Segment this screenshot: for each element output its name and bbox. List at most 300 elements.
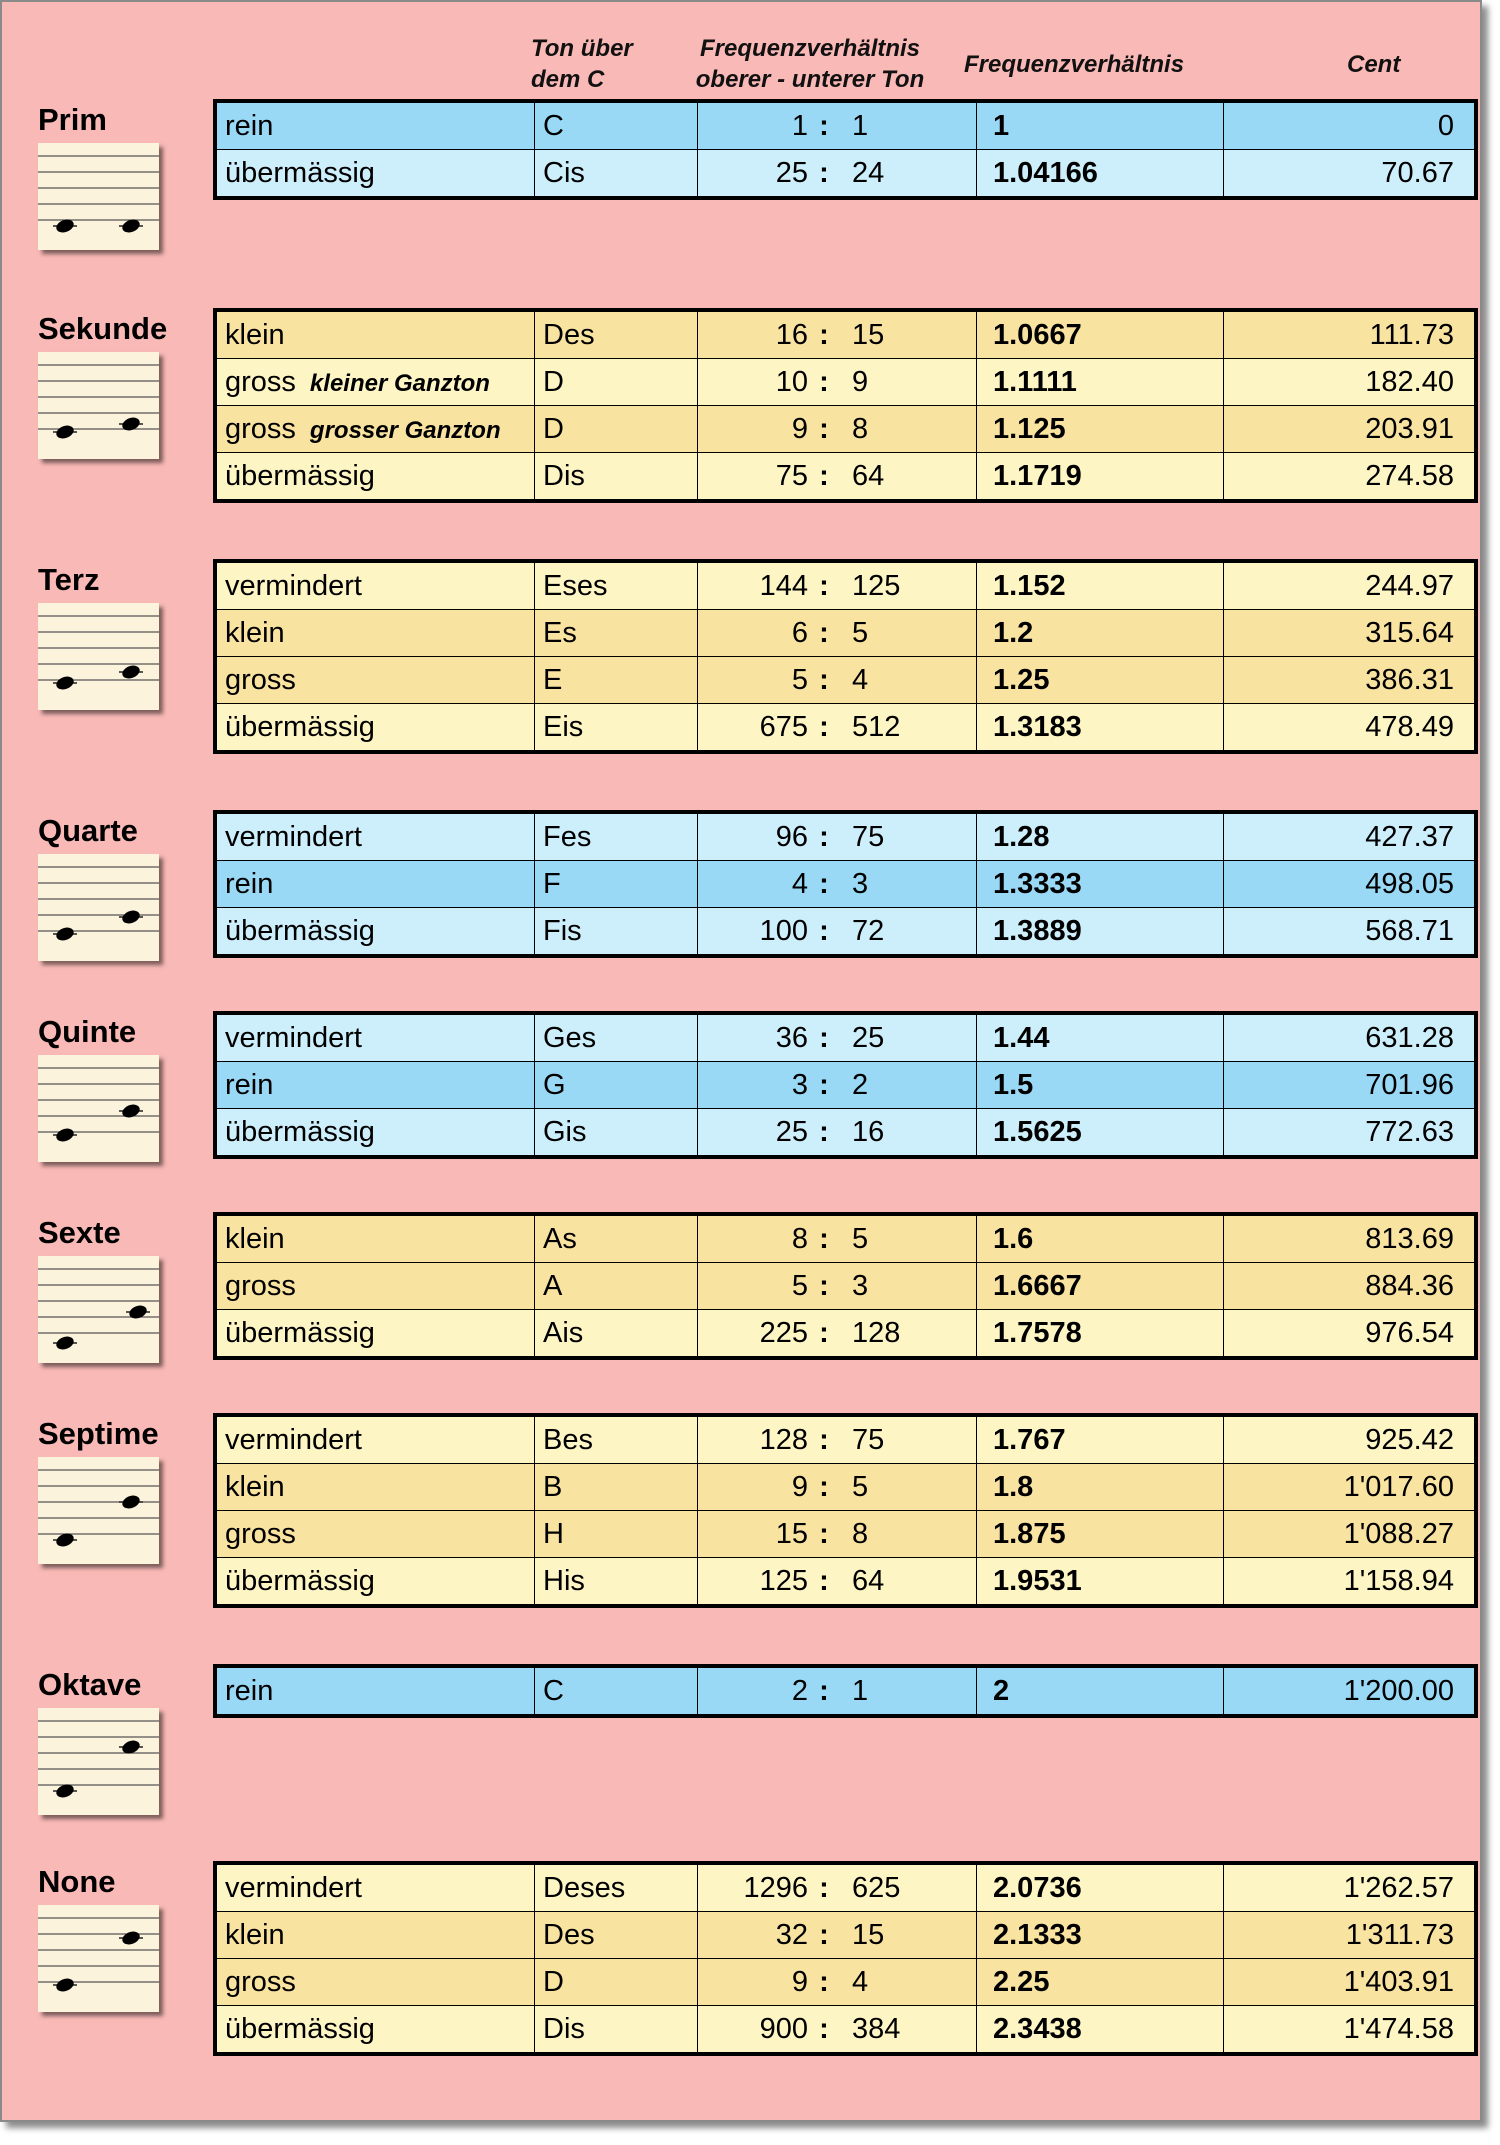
interval-quality: klein	[225, 616, 285, 649]
interval-quality-cell	[215, 359, 535, 406]
frequency-ratio-decimal: 1.6	[977, 1214, 1224, 1263]
interval-quality-cell	[215, 1013, 535, 1062]
ratio-upper: 15	[775, 1517, 808, 1550]
interval-table-oktave	[213, 1664, 1478, 1718]
ratio	[698, 2013, 976, 2046]
table-row	[215, 908, 1476, 957]
ratio-lower: 1	[852, 1674, 869, 1707]
ratio	[698, 1675, 976, 1708]
note-name: As	[535, 1214, 698, 1263]
lower-note-head	[54, 925, 75, 942]
interval-quality: klein	[225, 1918, 285, 1951]
staff-notation-icon	[38, 1055, 159, 1162]
interval-quality: gross	[225, 1965, 296, 1998]
staff-notation-icon	[38, 143, 159, 250]
ratio-lower: 24	[852, 156, 885, 189]
table-row	[215, 453, 1476, 502]
ratio-separator: :	[819, 365, 829, 398]
frequency-ratio-decimal: 1.6667	[977, 1263, 1224, 1310]
table-row	[215, 101, 1476, 150]
staff-notation-icon	[38, 1457, 159, 1564]
ratio-lower: 15	[852, 318, 885, 351]
header-ton: Ton über dem C	[531, 35, 633, 93]
frequency-ratio-decimal: 1.5	[977, 1062, 1224, 1109]
ratio-upper: 8	[791, 1222, 808, 1255]
group-title-quinte: Quinte	[38, 1014, 137, 1049]
ratio-upper: 1296	[743, 1871, 808, 1904]
staff-notation-icon	[38, 603, 159, 710]
staff-icon-prim	[38, 143, 159, 250]
ratio-lower: 75	[852, 820, 885, 853]
note-name: Bes	[535, 1415, 698, 1464]
interval-quality-cell	[215, 1666, 535, 1716]
note-name: H	[535, 1511, 698, 1558]
ratio	[698, 1069, 976, 1102]
table-row	[215, 406, 1476, 453]
ratio-cell	[698, 1511, 977, 1558]
interval-quality: übermässig	[225, 459, 375, 492]
group-title-oktave: Oktave	[38, 1667, 142, 1702]
ratio-separator: :	[819, 412, 829, 445]
staff-icon-quarte	[38, 854, 159, 961]
ratio-lower: 3	[852, 1269, 869, 1302]
ratio-lower: 64	[852, 459, 885, 492]
interval-quality-cell	[215, 1214, 535, 1263]
note-name: B	[535, 1464, 698, 1511]
ratio	[698, 157, 976, 190]
frequency-ratio-decimal: 2.25	[977, 1959, 1224, 2006]
ratio-separator: :	[819, 1269, 829, 1302]
staff-notation-icon	[38, 854, 159, 961]
note-name: A	[535, 1263, 698, 1310]
frequency-ratio-decimal: 2.3438	[977, 2006, 1224, 2055]
interval-quality-cell	[215, 1511, 535, 1558]
interval-quality-cell	[215, 406, 535, 453]
interval-quality-cell	[215, 453, 535, 502]
ratio-separator: :	[819, 1674, 829, 1707]
ratio	[698, 1022, 976, 1055]
ratio-upper: 4	[791, 867, 808, 900]
frequency-ratio-decimal: 2	[977, 1666, 1224, 1716]
interval-table-sexte	[213, 1212, 1478, 1360]
interval-quality-cell	[215, 1464, 535, 1511]
table-row	[215, 610, 1476, 657]
frequency-ratio-decimal: 1.1111	[977, 359, 1224, 406]
interval-quality-cell	[215, 1109, 535, 1158]
ratio-cell	[698, 704, 977, 753]
interval-quality: vermindert	[225, 569, 362, 602]
frequency-ratio-decimal: 1.5625	[977, 1109, 1224, 1158]
table-row	[215, 1013, 1476, 1062]
frequency-ratio-decimal: 1.7578	[977, 1310, 1224, 1359]
interval-quality-cell	[215, 1912, 535, 1959]
ratio-upper: 2	[791, 1674, 808, 1707]
ratio-separator: :	[819, 318, 829, 351]
interval-table-prim	[213, 99, 1478, 200]
ratio-upper: 32	[775, 1918, 808, 1951]
table-row	[215, 310, 1476, 359]
frequency-ratio-decimal: 1.767	[977, 1415, 1224, 1464]
interval-quality: rein	[225, 1674, 274, 1707]
lower-note-head	[54, 674, 75, 691]
ratio	[698, 413, 976, 446]
ratio	[698, 1565, 976, 1598]
ratio	[698, 1471, 976, 1504]
lower-note-head	[54, 423, 75, 440]
interval-quality: übermässig	[225, 1316, 375, 1349]
note-name: His	[535, 1558, 698, 1607]
cent-value: 1'158.94	[1224, 1558, 1477, 1607]
interval-quality: klein	[225, 318, 285, 351]
ratio	[698, 366, 976, 399]
ratio-lower: 128	[852, 1316, 901, 1349]
interval-quality: gross	[225, 663, 296, 696]
ratio-cell	[698, 453, 977, 502]
ratio-separator: :	[819, 569, 829, 602]
cent-value: 568.71	[1224, 908, 1477, 957]
ratio-cell	[698, 1959, 977, 2006]
ratio-lower: 75	[852, 1423, 885, 1456]
ratio-cell	[698, 1013, 977, 1062]
ratio-upper: 3	[791, 1068, 808, 1101]
interval-quality-cell	[215, 657, 535, 704]
ratio-separator: :	[819, 1222, 829, 1255]
ratio-separator: :	[819, 1470, 829, 1503]
upper-note-head	[120, 415, 141, 432]
ratio	[698, 711, 976, 744]
frequency-ratio-decimal: 1.2	[977, 610, 1224, 657]
ratio-separator: :	[819, 156, 829, 189]
ratio-upper: 144	[759, 569, 808, 602]
ratio-lower: 16	[852, 1115, 885, 1148]
frequency-ratio-decimal: 1.28	[977, 812, 1224, 861]
cent-value: 1'403.91	[1224, 1959, 1477, 2006]
ratio-cell	[698, 1464, 977, 1511]
frequency-ratio-decimal: 1.3889	[977, 908, 1224, 957]
staff-notation-icon	[38, 1708, 159, 1815]
ratio	[698, 1116, 976, 1149]
interval-quality-cell	[215, 908, 535, 957]
ratio-lower: 625	[852, 1871, 901, 1904]
header-cent: Cent	[1347, 51, 1401, 78]
ratio-cell	[698, 1062, 977, 1109]
note-name: Fis	[535, 908, 698, 957]
ratio-lower: 5	[852, 1222, 869, 1255]
interval-table-sekunde	[213, 308, 1478, 503]
cent-value: 0	[1224, 101, 1477, 150]
ratio-upper: 100	[759, 914, 808, 947]
table-row	[215, 150, 1476, 199]
table-row	[215, 1464, 1476, 1511]
cent-value: 1'311.73	[1224, 1912, 1477, 1959]
note-name: C	[535, 101, 698, 150]
ratio-cell	[698, 150, 977, 199]
cent-value: 315.64	[1224, 610, 1477, 657]
cent-value: 111.73	[1224, 310, 1477, 359]
table-row	[215, 1959, 1476, 2006]
ratio-cell	[698, 1863, 977, 1912]
frequency-ratio-decimal: 1.3183	[977, 704, 1224, 753]
table-row	[215, 1558, 1476, 1607]
ratio-cell	[698, 1912, 977, 1959]
ratio-separator: :	[819, 459, 829, 492]
note-name: Dis	[535, 453, 698, 502]
ratio-lower: 125	[852, 569, 901, 602]
cent-value: 70.67	[1224, 150, 1477, 199]
group-title-septime: Septime	[38, 1416, 159, 1451]
ratio-cell	[698, 1666, 977, 1716]
ratio-upper: 36	[775, 1021, 808, 1054]
ratio	[698, 1317, 976, 1350]
ratio-separator: :	[819, 1316, 829, 1349]
ratio-lower: 384	[852, 2012, 901, 2045]
ratio-lower: 8	[852, 412, 869, 445]
note-name: D	[535, 1959, 698, 2006]
ratio	[698, 821, 976, 854]
table-row	[215, 1863, 1476, 1912]
note-name: D	[535, 406, 698, 453]
interval-subname: kleiner Ganzton	[309, 369, 490, 397]
header-decimal: Frequenzverhältnis	[964, 51, 1185, 78]
table-row	[215, 657, 1476, 704]
group-title-sekunde: Sekunde	[38, 311, 168, 346]
upper-note-head	[120, 663, 141, 680]
ratio	[698, 1223, 976, 1256]
note-name: G	[535, 1062, 698, 1109]
group-title-sexte: Sexte	[38, 1215, 121, 1250]
cent-value: 1'474.58	[1224, 2006, 1477, 2055]
frequency-ratio-decimal: 1.8	[977, 1464, 1224, 1511]
ratio-upper: 900	[759, 2012, 808, 2045]
cent-value: 1'088.27	[1224, 1511, 1477, 1558]
note-name: Deses	[535, 1863, 698, 1912]
ratio-lower: 8	[852, 1517, 869, 1550]
group-title-terz: Terz	[38, 562, 100, 597]
ratio-upper: 9	[791, 1965, 808, 1998]
ratio-separator: :	[819, 663, 829, 696]
ratio-separator: :	[819, 109, 829, 142]
ratio	[698, 868, 976, 901]
note-name: D	[535, 359, 698, 406]
table-row	[215, 812, 1476, 861]
ratio-lower: 1	[852, 109, 869, 142]
cent-value: 498.05	[1224, 861, 1477, 908]
ratio-cell	[698, 1310, 977, 1359]
interval-quality-cell	[215, 1959, 535, 2006]
interval-table-quinte	[213, 1011, 1478, 1159]
header-ratio: Frequenzverhältnis oberer - unterer Ton	[695, 35, 925, 93]
ratio-cell	[698, 908, 977, 957]
interval-quality: vermindert	[225, 1423, 362, 1456]
ratio-cell	[698, 1415, 977, 1464]
cent-value: 244.97	[1224, 561, 1477, 610]
ratio	[698, 1424, 976, 1457]
cent-value: 427.37	[1224, 812, 1477, 861]
interval-quality: gross	[225, 365, 296, 398]
ratio-separator: :	[819, 616, 829, 649]
interval-quality-cell	[215, 812, 535, 861]
table-row	[215, 1511, 1476, 1558]
cent-value: 1'017.60	[1224, 1464, 1477, 1511]
note-name: C	[535, 1666, 698, 1716]
ratio	[698, 1270, 976, 1303]
table-row	[215, 1263, 1476, 1310]
table-row	[215, 1214, 1476, 1263]
ratio-upper: 25	[775, 156, 808, 189]
ratio-lower: 25	[852, 1021, 885, 1054]
ratio-upper: 1	[791, 109, 808, 142]
interval-quality-cell	[215, 1263, 535, 1310]
ratio-cell	[698, 861, 977, 908]
ratio-lower: 64	[852, 1564, 885, 1597]
ratio-separator: :	[819, 1021, 829, 1054]
upper-note-head	[120, 1102, 141, 1119]
note-name: Eses	[535, 561, 698, 610]
interval-quality-cell	[215, 610, 535, 657]
note-name: Dis	[535, 2006, 698, 2055]
ratio	[698, 1919, 976, 1952]
ratio-upper: 9	[791, 412, 808, 445]
note-name: Gis	[535, 1109, 698, 1158]
lower-note-head	[54, 1334, 75, 1351]
note-name: Des	[535, 310, 698, 359]
staff-icon-septime	[38, 1457, 159, 1564]
upper-note-head	[120, 908, 141, 925]
cent-value: 1'200.00	[1224, 1666, 1477, 1716]
ratio-cell	[698, 1214, 977, 1263]
ratio-separator: :	[819, 1068, 829, 1101]
interval-quality: klein	[225, 1470, 285, 1503]
staff-icon-oktave	[38, 1708, 159, 1815]
cent-value: 631.28	[1224, 1013, 1477, 1062]
ratio-upper: 75	[775, 459, 808, 492]
note-name: Ais	[535, 1310, 698, 1359]
ratio-upper: 5	[791, 1269, 808, 1302]
staff-icon-none	[38, 1905, 159, 2012]
note-name: Fes	[535, 812, 698, 861]
cent-value: 701.96	[1224, 1062, 1477, 1109]
interval-quality: rein	[225, 1068, 274, 1101]
cent-value: 274.58	[1224, 453, 1477, 502]
interval-quality: übermässig	[225, 1564, 375, 1597]
note-name: Ges	[535, 1013, 698, 1062]
ratio-separator: :	[819, 867, 829, 900]
ratio-upper: 25	[775, 1115, 808, 1148]
interval-quality-cell	[215, 704, 535, 753]
staff-icon-terz	[38, 603, 159, 710]
table-row	[215, 1912, 1476, 1959]
cent-value: 976.54	[1224, 1310, 1477, 1359]
cent-value: 1'262.57	[1224, 1863, 1477, 1912]
ratio-separator: :	[819, 914, 829, 947]
frequency-ratio-decimal: 1.125	[977, 406, 1224, 453]
staff-notation-icon	[38, 1905, 159, 2012]
interval-quality-cell	[215, 1558, 535, 1607]
table-row	[215, 861, 1476, 908]
interval-quality: klein	[225, 1222, 285, 1255]
ratio-cell	[698, 812, 977, 861]
note-name: Cis	[535, 150, 698, 199]
ratio	[698, 1518, 976, 1551]
interval-table-terz	[213, 559, 1478, 754]
ratio-separator: :	[819, 1423, 829, 1456]
frequency-ratio-decimal: 1.9531	[977, 1558, 1224, 1607]
upper-note-head	[127, 1303, 148, 1320]
ratio-separator: :	[819, 1918, 829, 1951]
ratio-upper: 125	[759, 1564, 808, 1597]
ratio-upper: 675	[759, 710, 808, 743]
ratio-cell	[698, 657, 977, 704]
ratio-cell	[698, 1558, 977, 1607]
frequency-ratio-decimal: 1.875	[977, 1511, 1224, 1558]
frequency-ratio-decimal: 1.44	[977, 1013, 1224, 1062]
ratio	[698, 617, 976, 650]
note-name: Eis	[535, 704, 698, 753]
frequency-ratio-decimal: 1.04166	[977, 150, 1224, 199]
table-row	[215, 359, 1476, 406]
interval-quality: rein	[225, 109, 274, 142]
ratio-upper: 16	[775, 318, 808, 351]
table-row	[215, 1310, 1476, 1359]
ratio-lower: 4	[852, 663, 869, 696]
interval-quality-cell	[215, 310, 535, 359]
ratio-lower: 15	[852, 1918, 885, 1951]
interval-quality: vermindert	[225, 1021, 362, 1054]
ratio	[698, 570, 976, 603]
ratio-cell	[698, 1263, 977, 1310]
ratio-upper: 10	[775, 365, 808, 398]
staff-icon-sekunde	[38, 352, 159, 459]
table-row	[215, 1415, 1476, 1464]
interval-quality-cell	[215, 2006, 535, 2055]
ratio	[698, 1966, 976, 1999]
table-row	[215, 1109, 1476, 1158]
ratio-upper: 9	[791, 1470, 808, 1503]
interval-quality-cell	[215, 561, 535, 610]
frequency-ratio-decimal: 1.0667	[977, 310, 1224, 359]
interval-subname: grosser Ganzton	[309, 416, 501, 444]
upper-note-head	[120, 1929, 141, 1946]
cent-value: 884.36	[1224, 1263, 1477, 1310]
frequency-ratio-decimal: 1	[977, 101, 1224, 150]
ratio	[698, 319, 976, 352]
ratio-cell	[698, 359, 977, 406]
frequency-ratio-decimal: 2.1333	[977, 1912, 1224, 1959]
interval-quality: übermässig	[225, 1115, 375, 1148]
ratio-separator: :	[819, 1517, 829, 1550]
table-row	[215, 704, 1476, 753]
ratio-cell	[698, 2006, 977, 2055]
group-title-none: None	[38, 1864, 116, 1899]
staff-notation-icon	[38, 352, 159, 459]
interval-quality-cell	[215, 150, 535, 199]
frequency-ratio-decimal: 1.152	[977, 561, 1224, 610]
ratio-separator: :	[819, 1115, 829, 1148]
ratio-upper: 6	[791, 616, 808, 649]
ratio-separator: :	[819, 710, 829, 743]
frequency-ratio-decimal: 1.3333	[977, 861, 1224, 908]
staff-notation-icon	[38, 1256, 159, 1363]
interval-quality-cell	[215, 1062, 535, 1109]
interval-table-quarte	[213, 810, 1478, 958]
cent-value: 386.31	[1224, 657, 1477, 704]
cent-value: 925.42	[1224, 1415, 1477, 1464]
interval-quality: vermindert	[225, 820, 362, 853]
interval-quality: gross	[225, 1269, 296, 1302]
interval-quality: übermässig	[225, 914, 375, 947]
group-title-prim: Prim	[38, 102, 107, 137]
ratio-lower: 5	[852, 616, 869, 649]
